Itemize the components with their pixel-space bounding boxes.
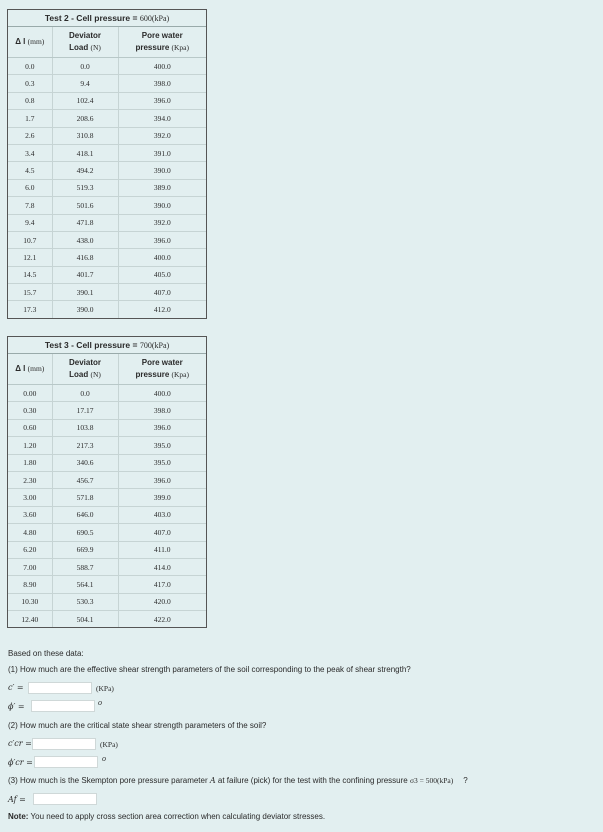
table-row [8, 385, 206, 402]
cell-pore-pressure: 389.0 [118, 179, 206, 196]
cell-delta-l: 0.0 [25, 61, 35, 71]
cell-deviator-load: 471.8 [52, 214, 118, 231]
cell-deviator-load: 0.0 [52, 385, 118, 402]
test2-data-table [8, 27, 206, 318]
test3-table [7, 336, 207, 628]
cell-deviator-load: 103.8 [52, 419, 118, 436]
cell-deviator-load: 494.2 [52, 162, 118, 179]
cell-pore-pressure: 395.0 [118, 437, 206, 454]
c-prime-unit: (KPa) [96, 684, 114, 693]
phi-cr-input[interactable] [34, 756, 98, 768]
cell-deviator-load: 208.6 [52, 110, 118, 127]
table-row [8, 58, 206, 75]
note-text: Note: You need to apply cross section area correction when calculating deviator stresses. [8, 812, 326, 821]
cell-deviator-load: 310.8 [52, 127, 118, 144]
cell-pore-pressure: 417.0 [118, 576, 206, 593]
cell-pore-pressure: 398.0 [118, 75, 206, 92]
cell-deviator-load: 102.4 [52, 92, 118, 109]
cell-pore-pressure: 392.0 [118, 214, 206, 231]
cell-deviator-load: 418.1 [52, 144, 118, 161]
table-row [8, 576, 206, 593]
cell-pore-pressure: 422.0 [118, 611, 206, 628]
cell-delta-l: 6.0 [8, 179, 52, 196]
phi-prime-input[interactable] [31, 700, 95, 712]
cell-pore-pressure: 398.0 [118, 402, 206, 419]
header-deviator-load: Deviator Load (N) [52, 27, 118, 58]
cell-deviator-load: 669.9 [52, 541, 118, 558]
cell-delta-l: 17.3 [8, 301, 52, 318]
cell-pore-pressure: 391.0 [118, 144, 206, 161]
cell-pore-pressure: 396.0 [118, 231, 206, 248]
phi-prime-label: ϕ′ = [8, 702, 25, 711]
cell-delta-l: 12.40 [8, 611, 52, 628]
table-row [8, 197, 206, 214]
header-delta-l: Δ l (mm) [8, 27, 52, 58]
cell-deviator-load: 17.17 [52, 402, 118, 419]
cell-deviator-load: 438.0 [52, 231, 118, 248]
cell-delta-l: 0.3 [8, 75, 52, 92]
table-row [8, 284, 206, 301]
cell-pore-pressure: 411.0 [118, 541, 206, 558]
cell-deviator-load: 456.7 [52, 471, 118, 488]
cell-delta-l: 1.20 [8, 437, 52, 454]
header-pore-water-pressure: Pore water pressure (Kpa) [118, 354, 206, 385]
cell-pore-pressure: 396.0 [118, 419, 206, 436]
cell-delta-l: 3.00 [8, 489, 52, 506]
question-1: (1) How much are the effective shear strength parameters of the soil corresponding to the peak of shear strength? [8, 665, 411, 674]
cell-deviator-load: 530.3 [52, 593, 118, 610]
cell-deviator-load: 588.7 [52, 558, 118, 575]
cell-deviator-load: 340.6 [52, 454, 118, 471]
cell-pore-pressure: 407.0 [118, 284, 206, 301]
cell-pore-pressure: 400.0 [118, 249, 206, 266]
table-row [8, 419, 206, 436]
cell-pore-pressure: 405.0 [118, 266, 206, 283]
cell-deviator-load: 217.3 [52, 437, 118, 454]
cell-pore-pressure: 390.0 [118, 197, 206, 214]
cell-delta-l: 0.8 [8, 92, 52, 109]
cell-delta-l: 9.4 [8, 214, 52, 231]
cell-deviator-load: 416.8 [52, 249, 118, 266]
question-2: (2) How much are the critical state shear strength parameters of the soil? [8, 721, 267, 730]
table-row [8, 524, 206, 541]
test3-title: Test 3 - Cell pressure = 700(kPa) [8, 337, 206, 354]
table-row [8, 611, 206, 628]
cell-deviator-load: 390.1 [52, 284, 118, 301]
cell-delta-l: 10.30 [8, 593, 52, 610]
cell-delta-l: 0.60 [8, 419, 52, 436]
table-row [8, 110, 206, 127]
table-row [8, 541, 206, 558]
cell-deviator-load: 0.0 [52, 58, 118, 75]
test2-body [8, 58, 206, 318]
table-row [8, 489, 206, 506]
table-row [8, 454, 206, 471]
cell-delta-l: 3.60 [8, 506, 52, 523]
cell-pore-pressure: 390.0 [118, 162, 206, 179]
phi-prime-degree: o [98, 698, 102, 707]
cell-pore-pressure: 392.0 [118, 127, 206, 144]
table-row [8, 231, 206, 248]
table-row [8, 179, 206, 196]
cell-delta-l: 1.80 [8, 454, 52, 471]
test3-header-row [8, 354, 206, 385]
cell-deviator-load: 501.6 [52, 197, 118, 214]
table-row [8, 162, 206, 179]
cell-pore-pressure: 394.0 [118, 110, 206, 127]
table-row [8, 266, 206, 283]
cell-delta-l: 6.20 [8, 541, 52, 558]
af-label: Af = [8, 795, 26, 804]
cell-pore-pressure: 395.0 [118, 454, 206, 471]
cell-pore-pressure: 403.0 [118, 506, 206, 523]
cell-pore-pressure: 414.0 [118, 558, 206, 575]
table-row [8, 402, 206, 419]
phi-cr-degree: o [102, 754, 106, 763]
table-row [8, 214, 206, 231]
c-cr-input[interactable] [32, 738, 96, 750]
table-row [8, 249, 206, 266]
cell-delta-l: 1.7 [8, 110, 52, 127]
cell-deviator-load: 519.3 [52, 179, 118, 196]
cell-delta-l: 0.00 [23, 388, 37, 398]
cell-pore-pressure: 400.0 [118, 58, 206, 75]
cell-pore-pressure: 396.0 [118, 471, 206, 488]
cell-pore-pressure: 420.0 [118, 593, 206, 610]
phi-cr-label: ϕ′cr = [8, 758, 33, 767]
cell-pore-pressure: 399.0 [118, 489, 206, 506]
cell-deviator-load: 571.8 [52, 489, 118, 506]
cell-delta-l: 10.7 [8, 231, 52, 248]
table-row [8, 75, 206, 92]
c-prime-label: c′ = [8, 683, 24, 692]
cell-delta-l: 0.30 [8, 402, 52, 419]
cell-deviator-load: 646.0 [52, 506, 118, 523]
cell-delta-l: 2.6 [8, 127, 52, 144]
cell-deviator-load: 504.1 [52, 611, 118, 628]
question-3: (3) How much is the Skempton pore pressure parameter A at failure (pick) for the test with the confining pressure σ3 = 500(kPa) ? [8, 776, 468, 785]
header-pore-water-pressure: Pore water pressure (Kpa) [118, 27, 206, 58]
table-row [8, 92, 206, 109]
cell-deviator-load: 390.0 [52, 301, 118, 318]
table-row [8, 437, 206, 454]
c-cr-unit: (KPa) [100, 740, 118, 749]
cell-delta-l: 12.1 [8, 249, 52, 266]
test3-body [8, 385, 206, 628]
test3-data-table [8, 354, 206, 627]
table-row [8, 593, 206, 610]
table-row [8, 127, 206, 144]
cell-deviator-load: 401.7 [52, 266, 118, 283]
cell-delta-l: 3.4 [8, 144, 52, 161]
cell-pore-pressure: 412.0 [118, 301, 206, 318]
test2-title: Test 2 - Cell pressure = 600(kPa) [8, 10, 206, 27]
table-row [8, 144, 206, 161]
cell-delta-l: 4.5 [8, 162, 52, 179]
af-input[interactable] [33, 793, 97, 805]
cell-delta-l: 4.80 [8, 524, 52, 541]
cell-pore-pressure: 396.0 [118, 92, 206, 109]
cell-delta-l: 15.7 [8, 284, 52, 301]
cell-pore-pressure: 400.0 [118, 385, 206, 402]
cell-pore-pressure: 407.0 [118, 524, 206, 541]
cell-deviator-load: 9.4 [52, 75, 118, 92]
cell-delta-l: 7.8 [8, 197, 52, 214]
cell-delta-l: 8.90 [8, 576, 52, 593]
test2-header-row [8, 27, 206, 58]
cell-delta-l: 2.30 [8, 471, 52, 488]
table-row [8, 558, 206, 575]
intro-text: Based on these data: [8, 649, 84, 658]
header-deviator-load: Deviator Load (N) [52, 354, 118, 385]
table-row [8, 471, 206, 488]
header-delta-l: Δ l (mm) [8, 354, 52, 385]
cell-deviator-load: 564.1 [52, 576, 118, 593]
c-prime-input[interactable] [28, 682, 92, 694]
table-row [8, 506, 206, 523]
table-row [8, 301, 206, 318]
cell-delta-l: 7.00 [8, 558, 52, 575]
test2-table [7, 9, 207, 319]
c-cr-label: c′cr = [8, 739, 32, 748]
cell-deviator-load: 690.5 [52, 524, 118, 541]
cell-delta-l: 14.5 [8, 266, 52, 283]
